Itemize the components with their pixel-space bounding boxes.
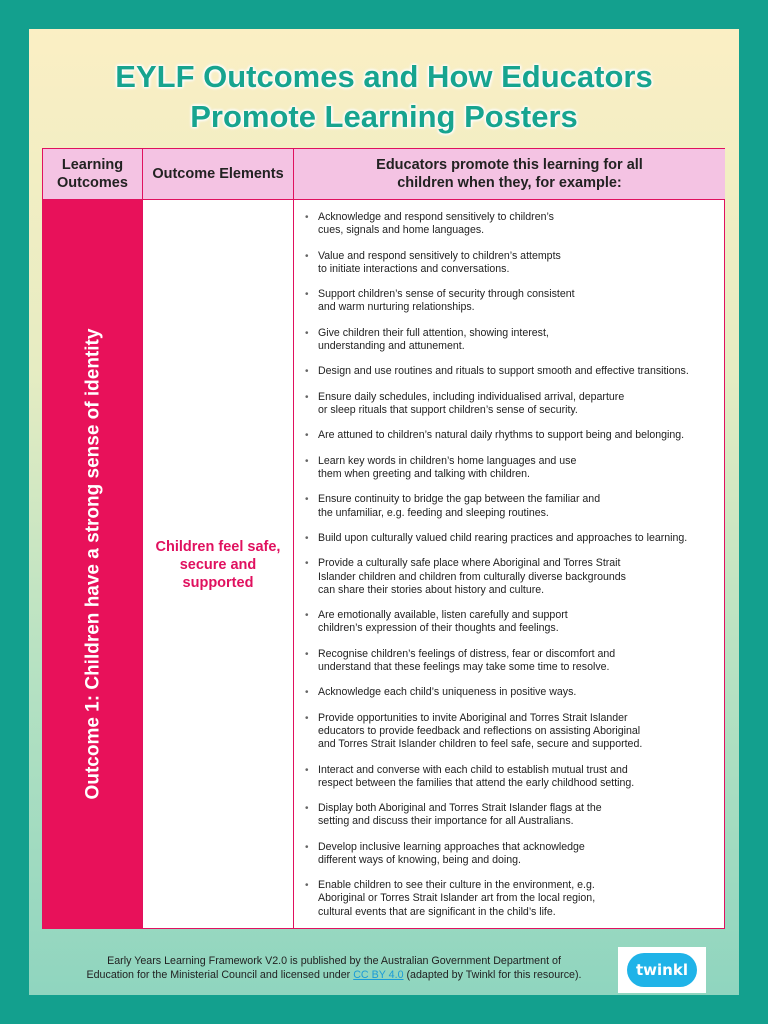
poster-frame xyxy=(17,17,751,1007)
list-item xyxy=(303,327,723,353)
footer-credit xyxy=(49,954,619,982)
element-cell xyxy=(143,200,294,929)
list-item-text: Display both Aboriginal and Torres Strait Islander flags at the setting and discuss their importance for all Australians. xyxy=(318,802,602,828)
list-item xyxy=(303,365,723,378)
bullet-icon: • xyxy=(305,250,309,262)
bullet-icon: • xyxy=(305,610,309,622)
bullet-icon: • xyxy=(305,532,309,544)
list-item xyxy=(303,211,723,237)
header-learning-outcomes-label: Learning Outcomes xyxy=(57,157,128,191)
bullet-icon: • xyxy=(305,391,309,403)
bullet-icon: • xyxy=(305,366,309,378)
list-item-text: Design and use routines and rituals to support smooth and effective transitions. xyxy=(318,365,689,378)
bullet-icon: • xyxy=(305,430,309,442)
list-item xyxy=(303,648,723,674)
twinkl-logo xyxy=(618,947,706,993)
list-item xyxy=(303,429,723,442)
list-item-text: Recognise children’s feelings of distress, fear or discomfort and understand that these feelings may take some time to resolve. xyxy=(318,647,616,673)
element-label: Children feel safe, secure and supported xyxy=(155,538,281,591)
header-outcome-elements xyxy=(143,149,294,199)
list-item xyxy=(303,764,723,790)
list-item xyxy=(303,455,723,481)
list-item-text: Are attuned to children’s natural daily rhythms to support being and belonging. xyxy=(318,429,685,442)
bullet-icon: • xyxy=(305,455,309,467)
list-item-text: Acknowledge each child’s uniqueness in positive ways. xyxy=(318,686,577,699)
list-item xyxy=(303,841,723,867)
list-item xyxy=(303,802,723,828)
bullet-icon: • xyxy=(305,558,309,570)
outcome-cell xyxy=(43,200,143,929)
list-item xyxy=(303,879,723,919)
outcome-label: Outcome 1: Children have a strong sense of identity xyxy=(82,328,104,800)
bullet-icon: • xyxy=(305,880,309,892)
list-item-text: Learn key words in children’s home languages and use them when greeting and talking with children. xyxy=(318,454,577,480)
title-line-2: Promote Learning Posters xyxy=(190,99,578,134)
footer-line-2 xyxy=(49,968,619,982)
list-item xyxy=(303,609,723,635)
footer-line-2-post: (adapted by Twinkl for this resource). xyxy=(403,969,582,981)
title-line-1: EYLF Outcomes and How Educators xyxy=(115,59,653,94)
bullet-icon: • xyxy=(305,841,309,853)
list-item-text: Ensure daily schedules, including individualised arrival, departure or sleep rituals that support children’s sense of security. xyxy=(318,390,625,416)
bullet-icon: • xyxy=(305,687,309,699)
list-item xyxy=(303,686,723,699)
bullet-icon: • xyxy=(305,494,309,506)
outcomes-table xyxy=(42,148,725,929)
list-item xyxy=(303,557,723,597)
educator-practices-list xyxy=(303,211,723,931)
list-item-text: Ensure continuity to bridge the gap between the familiar and the unfamiliar, e.g. feeding and sleeping routines. xyxy=(318,493,601,519)
list-item xyxy=(303,288,723,314)
list-item-text: Value and respond sensitively to children’s attempts to initiate interactions and conversations. xyxy=(318,249,561,275)
twinkl-logo-text: twinkl xyxy=(636,961,688,979)
bullet-icon: • xyxy=(305,764,309,776)
bullet-icon: • xyxy=(305,289,309,301)
bullet-icon: • xyxy=(305,212,309,223)
list-item-text: Develop inclusive learning approaches that acknowledge different ways of knowing, being and doing. xyxy=(318,840,585,866)
list-item-text: Provide a culturally safe place where Aboriginal and Torres Strait Islander children and children from culturally diverse backgrounds can share their stories about history and culture. xyxy=(318,557,626,596)
list-item-text: Provide opportunities to invite Aboriginal and Torres Strait Islander educators to provide feedback and reflections on assisting Aboriginal and Torres Strait Islander children to feel safe, secure and supported. xyxy=(318,711,643,751)
footer-line-2-pre: Education for the Ministerial Council and licensed under xyxy=(86,969,354,981)
list-item-text: Are emotionally available, listen carefully and support children’s expression of their thoughts and feelings. xyxy=(318,609,568,635)
twinkl-logo-icon xyxy=(627,953,697,987)
list-item-text: Enable children to see their culture in the environment, e.g. Aboriginal or Torres Strait Islander art from the local region, cultural events that are significant in the child’s life. xyxy=(318,879,596,918)
bullet-icon: • xyxy=(305,712,309,724)
list-item-text: Support children’s sense of security through consistent and warm nurturing relationships. xyxy=(318,288,575,314)
list-item-text: Interact and converse with each child to establish mutual trust and respect between the families that attend the early childhood setting. xyxy=(318,763,635,789)
list-item xyxy=(303,712,723,752)
list-item xyxy=(303,391,723,417)
list-item-text: Give children their full attention, showing interest, understanding and attunement. xyxy=(318,326,549,352)
header-learning-outcomes xyxy=(43,149,143,199)
bullet-icon: • xyxy=(305,803,309,815)
header-educators-promote-label: Educators promote this learning for all children when they, for example: xyxy=(376,157,643,191)
list-item xyxy=(303,493,723,519)
bullet-icon: • xyxy=(305,648,309,660)
poster-inner xyxy=(29,29,739,995)
list-item-text: Acknowledge and respond sensitively to children’s cues, signals and home languages. xyxy=(318,211,554,237)
list-item-text: Build upon culturally valued child rearing practices and approaches to learning. xyxy=(318,531,688,544)
list-item xyxy=(303,532,723,545)
header-educators-promote xyxy=(294,149,725,199)
bullet-icon: • xyxy=(305,327,309,339)
header-outcome-elements-label: Outcome Elements xyxy=(152,166,284,182)
cc-by-license-link[interactable]: CC BY 4.0 xyxy=(353,969,404,981)
footer-line-1: Early Years Learning Framework V2.0 is published by the Australian Government Department of xyxy=(107,955,561,967)
list-item xyxy=(303,250,723,276)
page-title xyxy=(29,57,739,137)
